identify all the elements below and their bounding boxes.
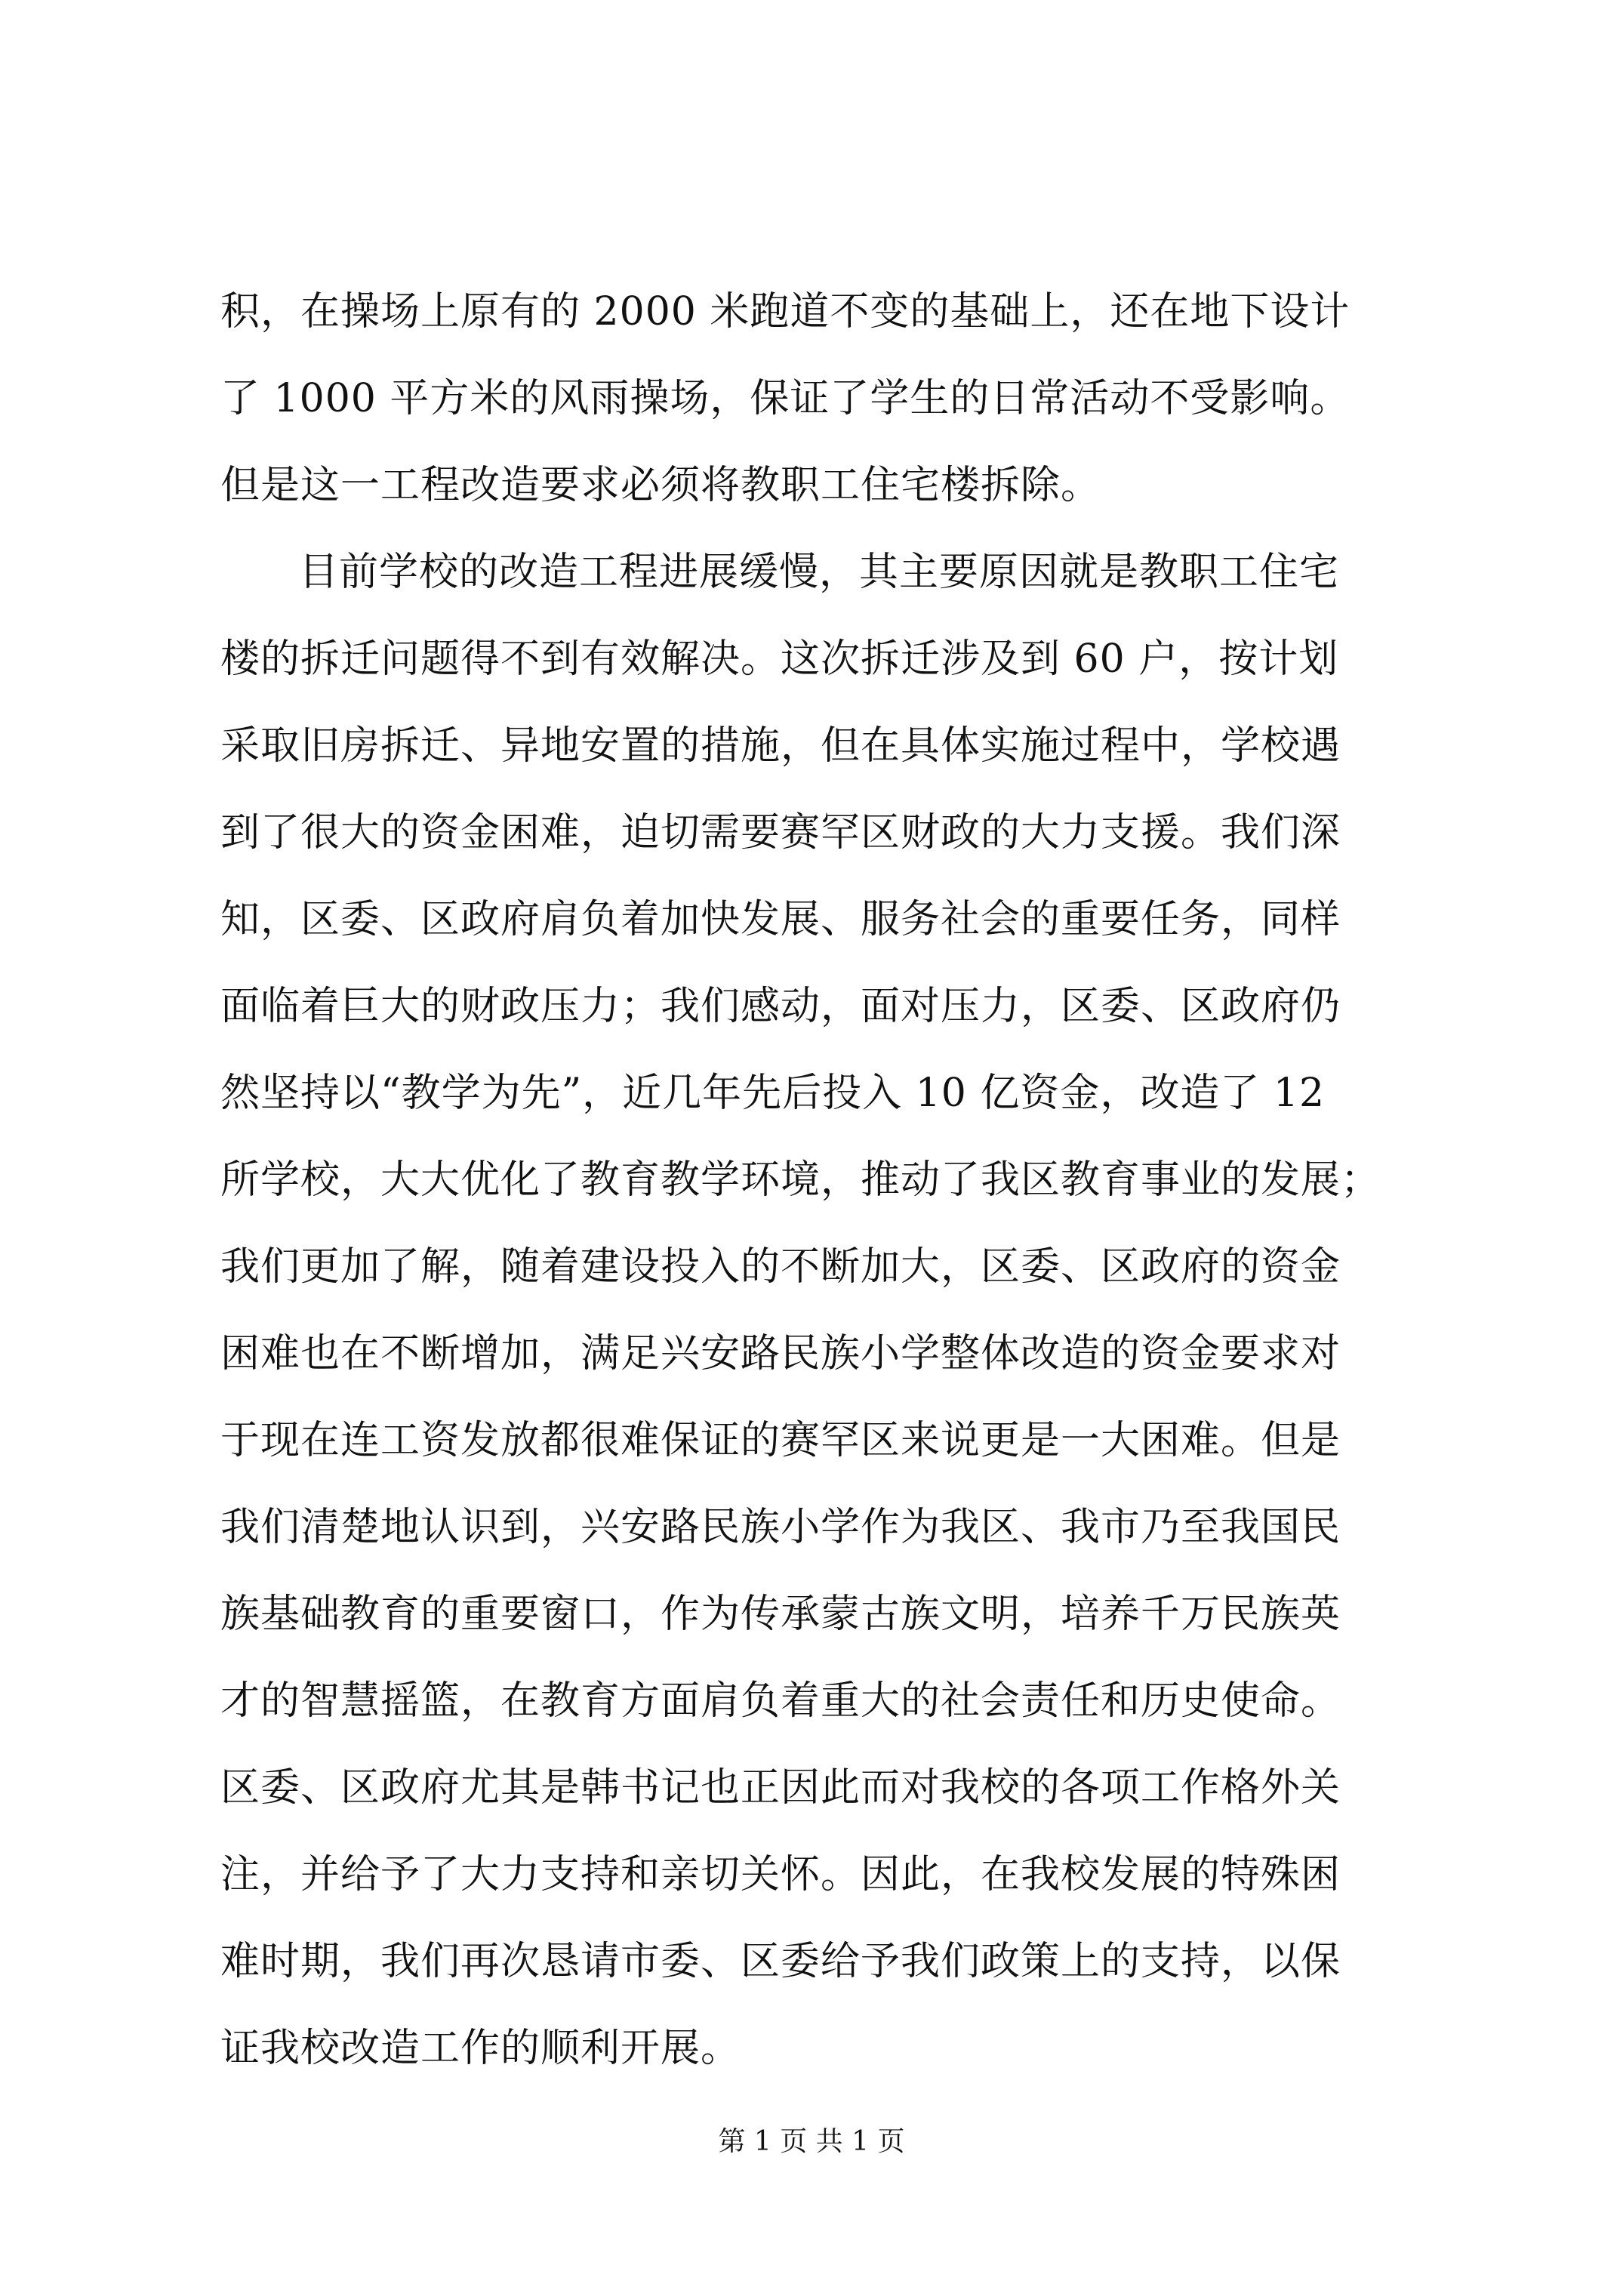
text-line: 然坚持以“教学为先”，近几年先后投入 10 亿资金，改造了 12: [220, 1071, 1326, 1116]
text-line: 到了很大的资金困难，迫切需要赛罕区财政的大力支援。我们深: [220, 810, 1341, 855]
text-line: 困难也在不断增加，满足兴安路民族小学整体改造的资金要求对: [220, 1331, 1341, 1376]
text-line: 采取旧房拆迁、异地安置的措施，但在具体实施过程中，学校遇: [220, 723, 1341, 769]
text-line: 楼的拆迁问题得不到有效解决。这次拆迁涉及到 60 户，按计划: [220, 636, 1339, 682]
text-line: 所学校，大大优化了教育教学环境，推动了我区教育事业的发展；: [220, 1157, 1381, 1203]
text-line: 才的智慧摇篮，在教育方面肩负着重大的社会责任和历史使命。: [220, 1678, 1341, 1724]
text-line: 面临着巨大的财政压力；我们感动，面对压力，区委、区政府仍: [220, 984, 1341, 1029]
text-line: 我们更加了解，随着建设投入的不断加大，区委、区政府的资金: [220, 1244, 1341, 1290]
text-line: 积，在操场上原有的 2000 米跑道不变的基础上，还在地下设计: [220, 289, 1350, 334]
text-line: 族基础教育的重要窗口，作为传承蒙古族文明，培养千万民族英: [220, 1592, 1341, 1637]
text-line: 难时期，我们再次恳请市委、区委给予我们政策上的支持，以保: [220, 1939, 1341, 1984]
text-line: 了 1000 平方米的风雨操场，保证了学生的日常活动不受影响。: [220, 376, 1350, 421]
text-line: 区委、区政府尤其是韩书记也正因此而对我校的各项工作格外关: [220, 1765, 1341, 1811]
body-text: [220, 269, 1413, 2092]
text-line: 证我校改造工作的顺利开展。: [220, 2026, 741, 2071]
text-line: 但是这一工程改造要求必须将教职工住宅楼拆除。: [220, 463, 1101, 508]
page-footer: 第 1 页 共 1 页: [718, 2126, 905, 2157]
text-line: 我们清楚地认识到，兴安路民族小学作为我区、我市乃至我国民: [220, 1505, 1341, 1550]
text-line: 知，区委、区政府肩负着加快发展、服务社会的重要任务，同样: [220, 897, 1341, 942]
paragraph-start-line: 目前学校的改造工程进展缓慢，其主要原因就是教职工住宅: [299, 550, 1340, 595]
text-line: 注，并给予了大力支持和亲切关怀。因此，在我校发展的特殊困: [220, 1852, 1341, 1897]
text-line: 于现在连工资发放都很难保证的赛罕区来说更是一大困难。但是: [220, 1418, 1341, 1463]
